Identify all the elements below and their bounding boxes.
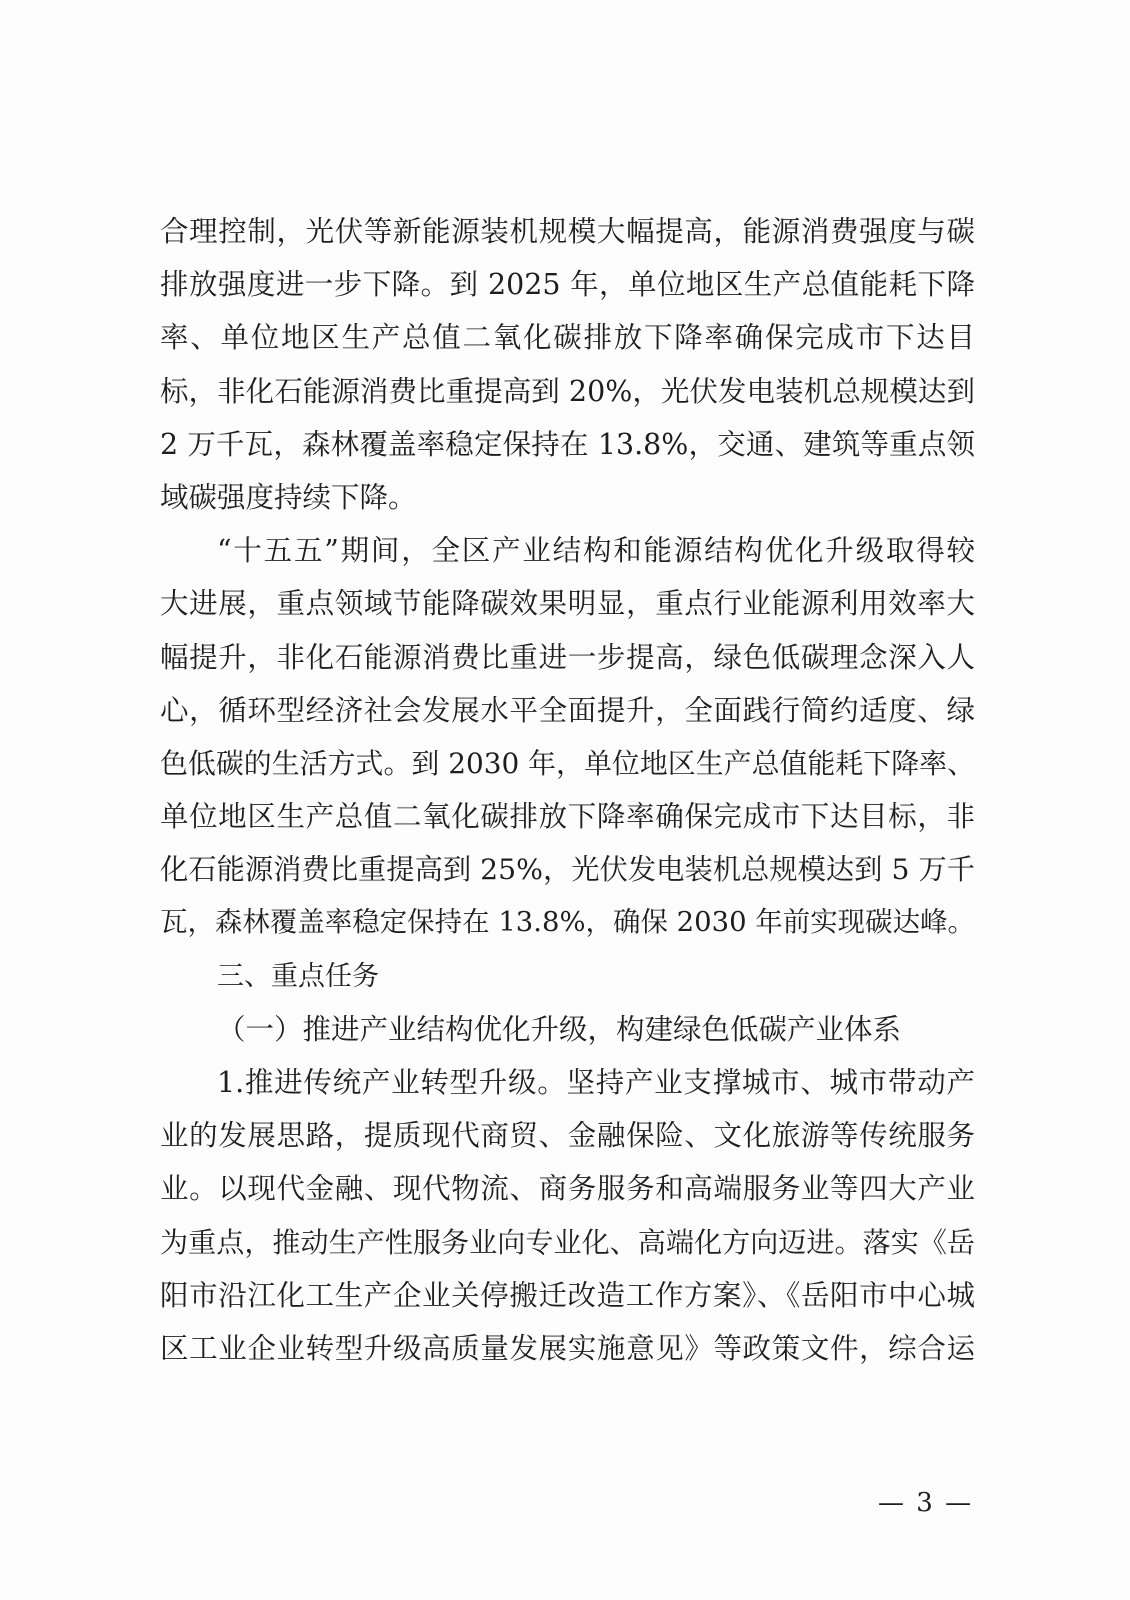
text-line: 幅提升，非化石能源消费比重进一步提高，绿色低碳理念深入人 [160, 640, 975, 674]
text-line: 2 万千瓦，森林覆盖率稳定保持在 13.8%，交通、建筑等重点领 [160, 427, 975, 461]
text-line: 化石能源消费比重提高到 25%，光伏发电装机总规模达到 5 万千 [160, 853, 975, 887]
text-line: 业的发展思路，提质现代商贸、金融保险、文化旅游等传统服务 [160, 1119, 975, 1153]
page-number: — 3 — [878, 1488, 974, 1518]
subsection-heading: （一）推进产业结构优化升级，构建绿色低碳产业体系 [217, 1012, 902, 1046]
text-line: 1.推进传统产业转型升级。坚持产业支撑城市、城市带动产 [217, 1066, 975, 1099]
text-line: 率、单位地区生产总值二氧化碳排放下降率确保完成市下达目 [160, 321, 975, 355]
text-line: 心，循环型经济社会发展水平全面提升，全面践行简约适度、绿 [160, 693, 975, 727]
body-text [160, 205, 975, 1375]
text-line: 瓦，森林覆盖率稳定保持在 13.8%，确保 2030 年前实现碳达峰。 [160, 907, 975, 939]
text-line: 色低碳的生活方式。到 2030 年，单位地区生产总值能耗下降率、 [160, 746, 975, 780]
text-line: 排放强度进一步下降。到 2025 年，单位地区生产总值能耗下降 [160, 268, 975, 302]
text-line: 区工业企业转型升级高质量发展实施意见》等政策文件，综合运 [160, 1331, 975, 1365]
text-line: 单位地区生产总值二氧化碳排放下降率确保完成市下达目标，非 [160, 800, 975, 834]
text-line: 为重点，推动生产性服务业向专业化、高端化方向迈进。落实《岳 [160, 1225, 975, 1259]
text-line: 业。以现代金融、现代物流、商务服务和高端服务业等四大产业 [160, 1172, 975, 1206]
text-line: “十五五”期间，全区产业结构和能源结构优化升级取得较 [217, 534, 975, 568]
text-line: 合理控制，光伏等新能源装机规模大幅提高，能源消费强度与碳 [160, 215, 975, 248]
text-line: 阳市沿江化工生产企业关停搬迁改造工作方案》、《岳阳市中心城 [160, 1278, 975, 1312]
text-line: 大进展，重点领域节能降碳效果明显，重点行业能源利用效率大 [160, 587, 975, 621]
text-line: 域碳强度持续下降。 [160, 480, 417, 514]
text-line: 标，非化石能源消费比重提高到 20%，光伏发电装机总规模达到 [160, 374, 975, 408]
section-heading: 三、重点任务 [217, 960, 379, 992]
